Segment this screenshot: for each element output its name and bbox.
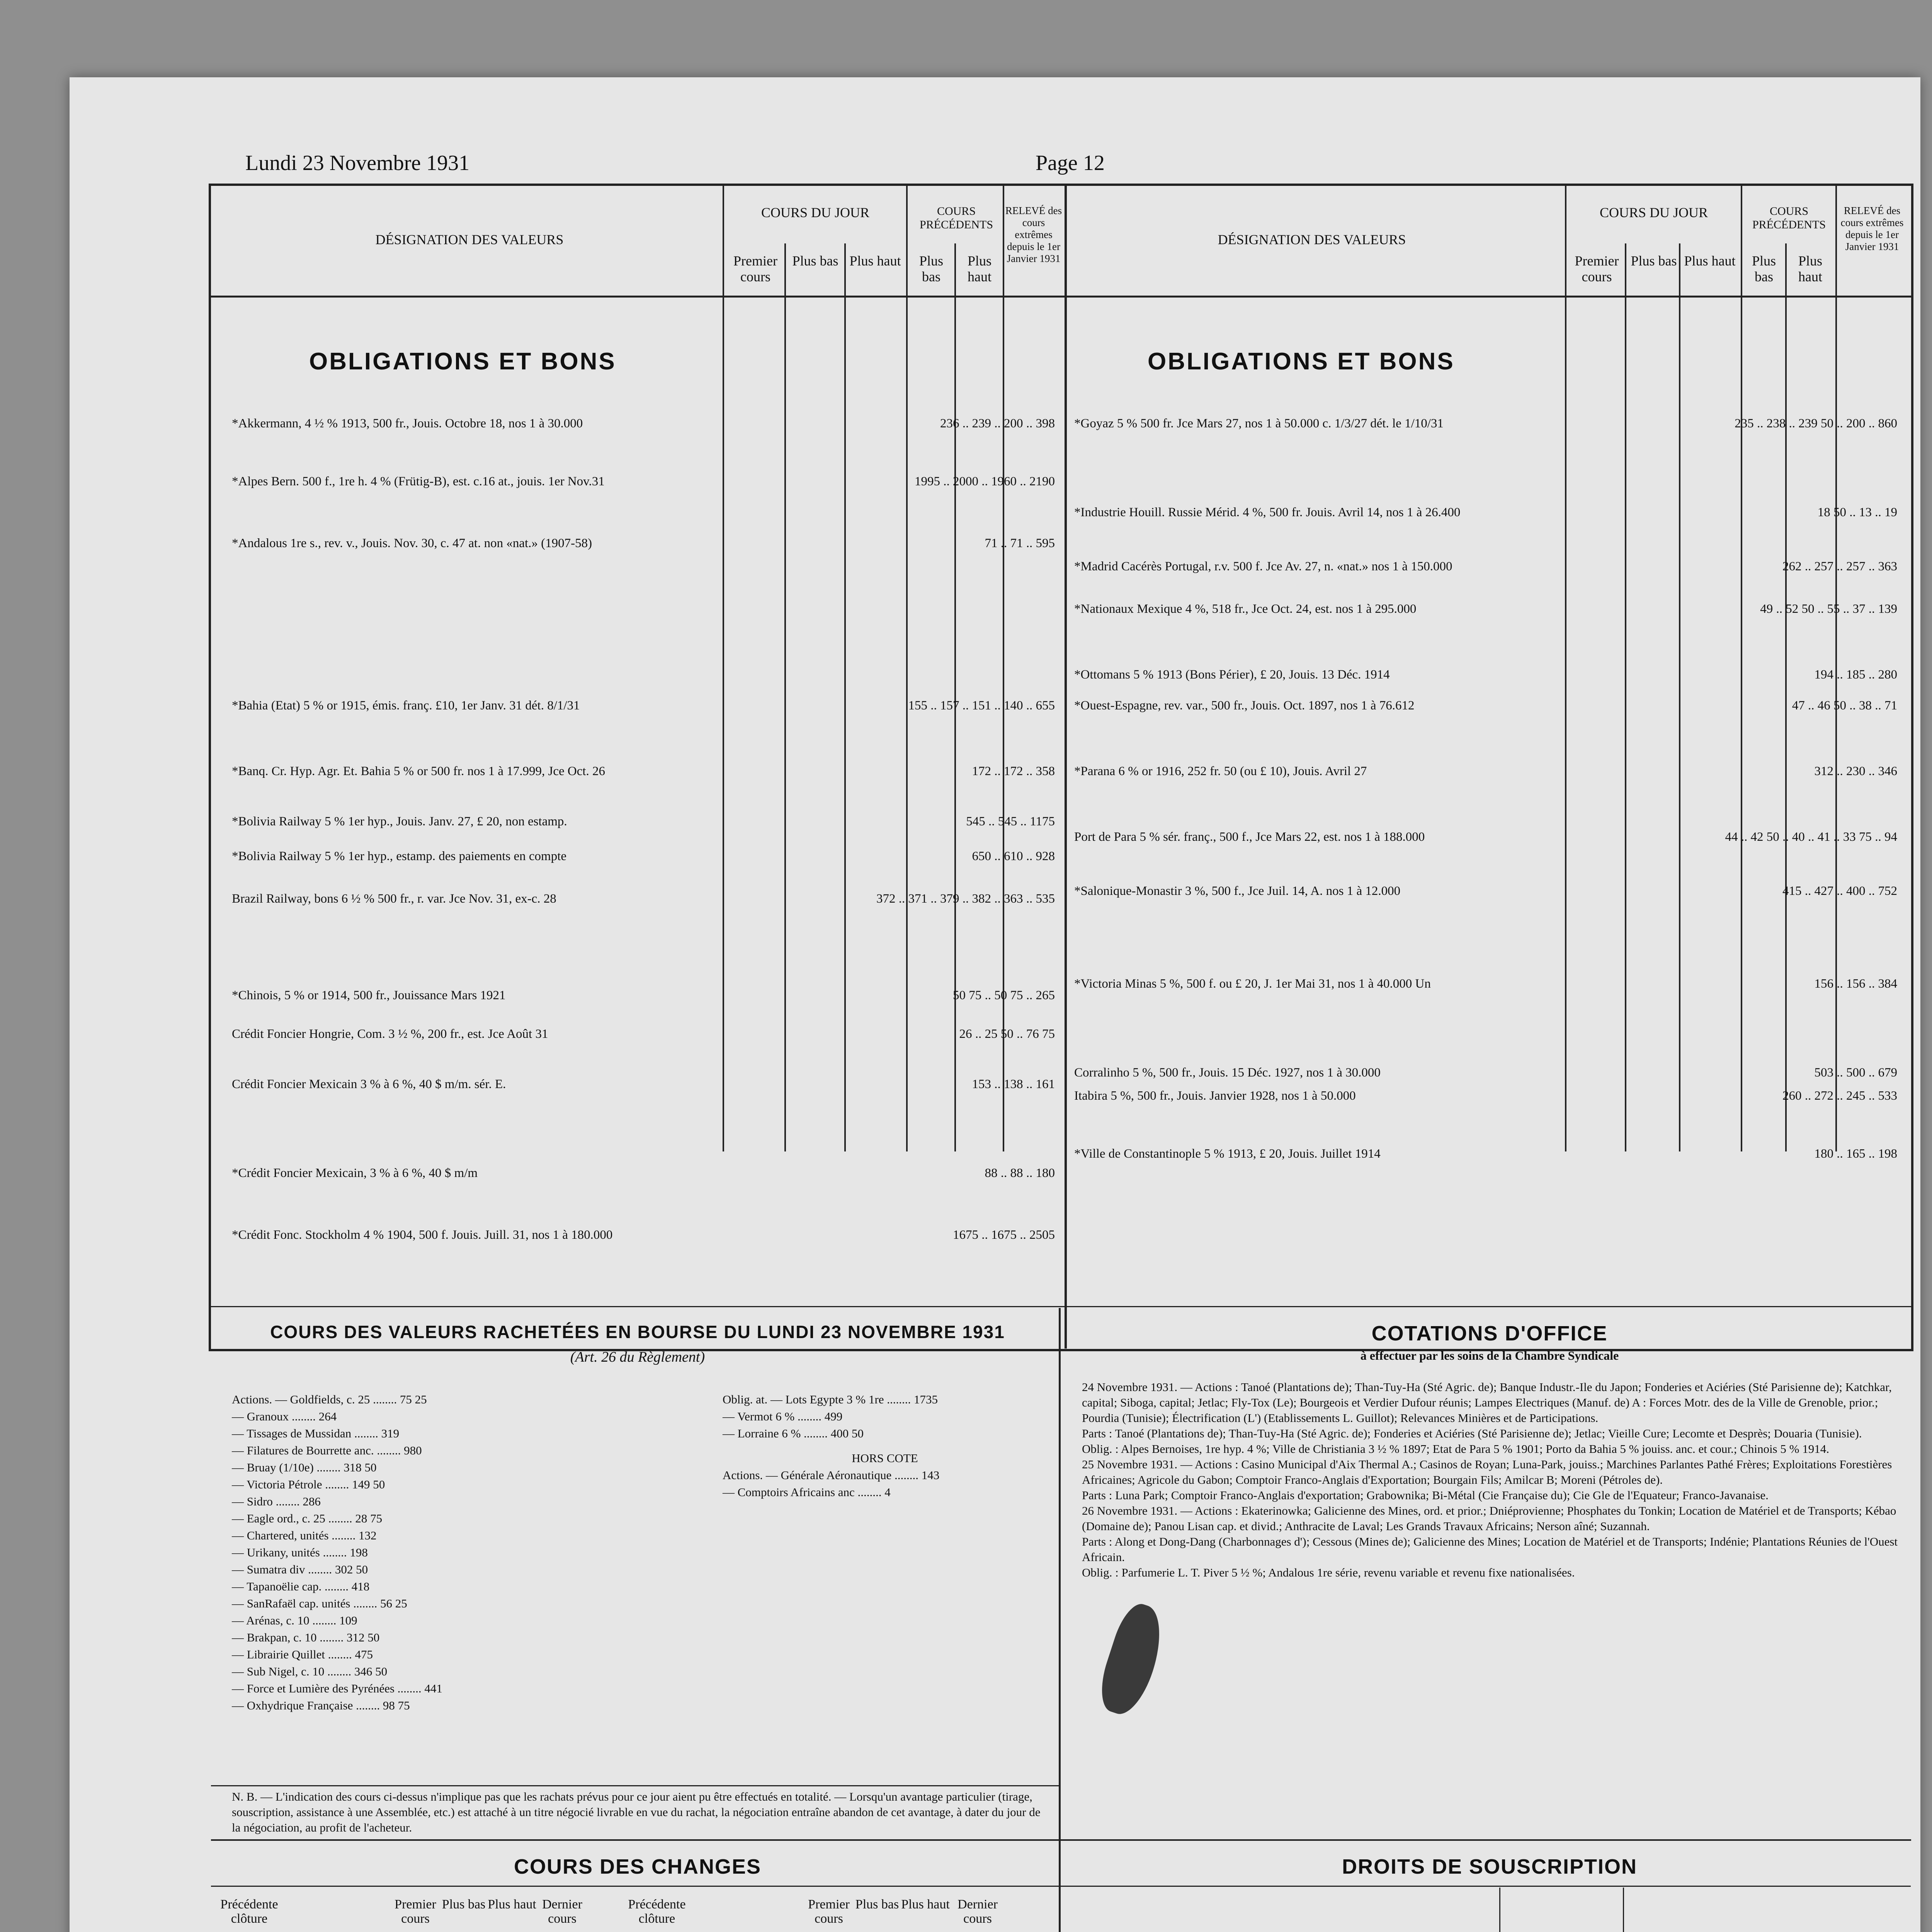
cotation-para: Oblig. : Parfumerie L. T. Piver 5 ½ %; Andalous 1re série, revenu variable et revenu fixe nationalisées. bbox=[1082, 1566, 1575, 1579]
rachat-line: — Arénas, c. 10 ........ 109 bbox=[232, 1614, 357, 1627]
cotation-para: 26 Novembre 1931. — Actions : Ekaterinowka; Galicienne des Mines, ord. et prior.; Dniéprovienne; Phosphates du Tonkin; Location de Matériel et de Transports; Kébao (Domaine de); Panou Lisan cap. et divid.; Anthracite de Laval; Les Grands Travaux Africains; Nerson aîné; Suzannah. bbox=[1082, 1504, 1896, 1533]
cours-du-jour-left: COURS DU JOUR bbox=[761, 205, 870, 220]
cotation-para: Parts : Tanoé (Plantations de); Than-Tuy-Ha (Sté Agric. de); Fonderies et Aciéries (Sté Parisienne de); Jetlac; Vieille Cure; Lecomte et Desprès; Douaria (Tunisie). bbox=[1082, 1427, 1862, 1440]
prec-bas-right: Plus bas bbox=[1752, 253, 1776, 285]
rachat-oblig-list bbox=[723, 1391, 1047, 1501]
hors-cote-line: — Comptoirs Africains anc ........ 4 bbox=[723, 1485, 891, 1499]
premier-cours-left: Premier cours bbox=[733, 253, 777, 285]
bond-row: *Madrid Cacérès Portugal, r.v. 500 f. Jce Av. 27, n. «nat.» nos 1 à 150.000 262 .. 257 .. 257 .. 363 bbox=[1074, 560, 1897, 573]
designation-header-left: DÉSIGNATION DES VALEURS bbox=[375, 232, 564, 247]
newspaper-page bbox=[70, 77, 1920, 1932]
rachat-line: — Granoux ........ 264 bbox=[232, 1410, 337, 1423]
bond-row: *Ville de Constantinople 5 % 1913, £ 20, Jouis. Juillet 1914 180 .. 165 .. 198 bbox=[1074, 1147, 1897, 1161]
bond-row: Corralinho 5 %, 500 fr., Jouis. 15 Déc. 1927, nos 1 à 30.000 503 .. 500 .. 679 bbox=[1074, 1066, 1897, 1080]
rachat-title: COURS DES VALEURS RACHETÉES EN BOURSE DU LUNDI 23 NOVEMBRE 1931 bbox=[270, 1322, 1005, 1342]
rachat-line: — Sumatra div ........ 302 50 bbox=[232, 1563, 368, 1576]
hors-cote-label: HORS COTE bbox=[852, 1451, 918, 1465]
bond-row: Brazil Railway, bons 6 ½ % 500 fr., r. var. Jce Nov. 31, ex-c. 28 372 .. 371 .. 379 .. 382 .. 363 .. 535 bbox=[232, 892, 1055, 906]
rachat-line: — Force et Lumière des Pyrénées ........ 441 bbox=[232, 1682, 442, 1695]
changes-col-first-r: Premier cours bbox=[808, 1897, 850, 1926]
bond-row: *Akkermann, 4 ½ % 1913, 500 fr., Jouis. Octobre 18, nos 1 à 30.000 236 .. 239 .. 200 .. 398 bbox=[232, 417, 1055, 430]
changes-title: COURS DES CHANGES bbox=[514, 1855, 762, 1878]
bond-row: *Andalous 1re s., rev. v., Jouis. Nov. 30, c. 47 at. non «nat.» (1907-58) 71 .. 71 .. 595 bbox=[232, 536, 1055, 550]
rachat-note: N. B. — L'indication des cours ci-dessus n'implique pas que les rachats prévus pour ce jour aient pu être effectués en totalité. — Lorsqu'un avantage particulier (tirage, souscription, assistance à une Assemblée, etc.) est attaché à un titre négocié livrable en vue du rachat, la négociation entraîne abandon de cet avantage, à dater du jour de la négociation, au profit de l'acheteur. bbox=[232, 1790, 1041, 1834]
rachat-line: — Oxhydrique Française ........ 98 75 bbox=[232, 1699, 410, 1712]
releve-left: RELEVÉ des cours extrêmes depuis le 1er Janvier 1931 bbox=[1005, 205, 1062, 265]
rachat-line: — Filatures de Bourrette anc. ........ 980 bbox=[232, 1444, 422, 1457]
right-bond-list bbox=[1074, 413, 1905, 1175]
plus-bas-right: Plus bas bbox=[1631, 253, 1677, 269]
rachat-line: — SanRafaël cap. unités ........ 56 25 bbox=[232, 1597, 407, 1610]
rachat-line: — Tissages de Mussidan ........ 319 bbox=[232, 1427, 400, 1440]
col-rule bbox=[1623, 1888, 1624, 1932]
cotations-title: COTATIONS D'OFFICE bbox=[1371, 1322, 1608, 1345]
changes-col-high-r: Plus haut bbox=[901, 1897, 950, 1912]
bond-row: *Parana 6 % or 1916, 252 fr. 50 (ou £ 10), Jouis. Avril 27 312 .. 230 .. 346 bbox=[1074, 764, 1897, 778]
cotation-para: 25 Novembre 1931. — Actions : Casino Municipal d'Aix Thermal A.; Casinos de Royan; Luna-Park, jouiss.; Marchines Parlantes Pathé Frères; Exploitations Forestières Africaines; Agricole du Gabon; Comptoir Franco-Anglais d'Exportation; Bourgain Fils; Amilcar B; Moreni (Pétroles de). bbox=[1082, 1458, 1892, 1486]
rule bbox=[211, 1785, 1059, 1786]
plus-haut-left: Plus haut bbox=[849, 253, 901, 269]
rule bbox=[1061, 1886, 1911, 1887]
plus-bas-left: Plus bas bbox=[792, 253, 838, 269]
left-bond-list bbox=[232, 413, 1063, 1256]
bond-row: *Industrie Houill. Russie Mérid. 4 %, 500 fr. Jouis. Avril 14, nos 1 à 26.400 18 50 .. 13 .. 19 bbox=[1074, 505, 1897, 519]
bond-row: Crédit Foncier Hongrie, Com. 3 ½ %, 200 fr., est. Jce Août 31 26 .. 25 50 .. 76 75 bbox=[232, 1027, 1055, 1041]
bond-row: *Bahia (Etat) 5 % or 1915, émis. franç. £10, 1er Janv. 31 dét. 8/1/31 155 .. 157 .. 151 .. 140 .. 655 bbox=[232, 699, 1055, 713]
rachat-oblig-line: — Lorraine 6 % ........ 400 50 bbox=[723, 1427, 864, 1440]
rule bbox=[211, 1306, 1911, 1307]
bond-row: *Bolivia Railway 5 % 1er hyp., Jouis. Janv. 27, £ 20, non estamp. 545 .. 545 .. 1175 bbox=[232, 815, 1055, 828]
bond-row: *Ouest-Espagne, rev. var., 500 fr., Jouis. Oct. 1897, nos 1 à 76.612 47 .. 46 50 .. 38 .. 71 bbox=[1074, 699, 1897, 713]
changes-col-prev-r: Précédente clôture bbox=[628, 1897, 686, 1926]
bond-row: *Salonique-Monastir 3 %, 500 f., Jce Juil. 14, A. nos 1 à 12.000 415 .. 427 .. 400 .. 752 bbox=[1074, 884, 1897, 898]
ink-stain bbox=[1093, 1599, 1172, 1720]
rachat-line: — Chartered, unités ........ 132 bbox=[232, 1529, 377, 1542]
bond-row: *Crédit Foncier Mexicain, 3 % à 6 %, 40 $ m/m 88 .. 88 .. 180 bbox=[232, 1166, 1055, 1180]
bond-row: *Goyaz 5 % 500 fr. Jce Mars 27, nos 1 à 50.000 c. 1/3/27 dét. le 1/10/31 235 .. 238 .. 239 50 .. 200 .. 860 bbox=[1074, 417, 1897, 430]
bond-row: *Chinois, 5 % or 1914, 500 fr., Jouissance Mars 1921 50 75 .. 50 75 .. 265 bbox=[232, 988, 1055, 1002]
rachat-oblig-line: Oblig. at. — Lots Egypte 3 % 1re ........ 1735 bbox=[723, 1393, 938, 1406]
changes-col-low-r: Plus bas bbox=[855, 1897, 899, 1912]
changes-col-last: Dernier cours bbox=[542, 1897, 582, 1926]
cotation-para: Parts : Luna Park; Comptoir Franco-Anglais d'exportation; Grabownika; Bi-Métal (Cie Française du); Cie Gle de l'Equateur; Franco-Javanaise. bbox=[1082, 1488, 1769, 1502]
bond-row: *Ottomans 5 % 1913 (Bons Périer), £ 20, Jouis. 13 Déc. 1914 194 .. 185 .. 280 bbox=[1074, 668, 1897, 682]
rachat-line: Actions. — Goldfields, c. 25 ........ 75 25 bbox=[232, 1393, 427, 1406]
cours-precedents-right: COURS PRÉCÉDENTS bbox=[1752, 205, 1826, 231]
cotation-para: 24 Novembre 1931. — Actions : Tanoé (Plantations de); Than-Tuy-Ha (Sté Agric. de); Banque Industr.-Ile du Japon; Fonderies et Aciéries (Sté Parisienne de); Katchkar, capital; Siboga, capital; Jetlac; Fly-Tox (Le); Bourgeois et Verdier Dufour réunis; Lampes Electriques (Manuf. de) A : Forces Motr. des de la Ville de Grenoble, prior.; Pourdia (Tunisie); Électrification (L') (Etablissements L. Guillot); Relevances Minières et de Participations. bbox=[1082, 1380, 1892, 1425]
rachat-line: — Tapanoëlie cap. ........ 418 bbox=[232, 1580, 370, 1593]
rachat-line: — Victoria Pétrole ........ 149 50 bbox=[232, 1478, 385, 1491]
bond-row: *Bolivia Railway 5 % 1er hyp., estamp. des paiements en compte 650 .. 610 .. 928 bbox=[232, 849, 1055, 863]
rachat-line: — Sub Nigel, c. 10 ........ 346 50 bbox=[232, 1665, 388, 1678]
designation-header-right: DÉSIGNATION DES VALEURS bbox=[1218, 232, 1406, 247]
section-title-left: OBLIGATIONS ET BONS bbox=[309, 348, 616, 375]
rachat-line: — Brakpan, c. 10 ........ 312 50 bbox=[232, 1631, 380, 1644]
prec-bas-left: Plus bas bbox=[919, 253, 944, 285]
cotation-para: Parts : Along et Dong-Dang (Charbonnages d'); Cessous (Mines de); Galicienne des Mines; Location de Matériel et de Transports; Indénie; Plantations Réunies de l'Ouest Africain. bbox=[1082, 1535, 1898, 1564]
cotation-para: Oblig. : Alpes Bernoises, 1re hyp. 4 %; Ville de Christiania 3 ½ % 1897; Etat de Para 5 % 1901; Porto da Bahia 5 % jouiss. anc. et cour.; Chinois 5 % 1914. bbox=[1082, 1442, 1829, 1456]
bond-row: *Victoria Minas 5 %, 500 f. ou £ 20, J. 1er Mai 31, nos 1 à 40.000 Un 156 .. 156 .. 384 bbox=[1074, 977, 1897, 991]
rachat-actions-list bbox=[232, 1391, 696, 1714]
rachat-line: — Bruay (1/10e) ........ 318 50 bbox=[232, 1461, 377, 1474]
bond-row: *Nationaux Mexique 4 %, 518 fr., Jce Oct. 24, est. nos 1 à 295.000 49 .. 52 50 .. 55 .. 37 .. 139 bbox=[1074, 602, 1897, 616]
center-divider bbox=[1065, 185, 1067, 1349]
rule bbox=[211, 1886, 1059, 1887]
bond-row: *Banq. Cr. Hyp. Agr. Et. Bahia 5 % or 500 fr. nos 1 à 17.999, Jce Oct. 26 172 .. 172 .. 358 bbox=[232, 764, 1055, 778]
page-number: Page 12 bbox=[1036, 151, 1105, 175]
changes-col-prev: Précédente clôture bbox=[220, 1897, 278, 1926]
prec-haut-right: Plus haut bbox=[1798, 253, 1823, 285]
section-title-right: OBLIGATIONS ET BONS bbox=[1148, 348, 1455, 375]
rachat-subtitle: (Art. 26 du Règlement) bbox=[570, 1349, 705, 1365]
bond-row: Crédit Foncier Mexicain 3 % à 6 %, 40 $ m/m. sér. E. 153 .. 138 .. 161 bbox=[232, 1077, 1055, 1091]
rachat-line: — Eagle ord., c. 25 ........ 28 75 bbox=[232, 1512, 383, 1525]
rachat-line: — Sidro ........ 286 bbox=[232, 1495, 321, 1508]
bond-row: *Crédit Fonc. Stockholm 4 % 1904, 500 f. Jouis. Juill. 31, nos 1 à 180.000 1675 .. 1675 .. 2505 bbox=[232, 1228, 1055, 1242]
cours-du-jour-right: COURS DU JOUR bbox=[1599, 205, 1708, 220]
rule bbox=[211, 1839, 1911, 1841]
prec-haut-left: Plus haut bbox=[967, 253, 992, 285]
changes-col-first: Premier cours bbox=[395, 1897, 436, 1926]
droits-title: DROITS DE SOUSCRIPTION bbox=[1342, 1855, 1638, 1878]
col-rule bbox=[1499, 1888, 1500, 1932]
changes-col-high: Plus haut bbox=[488, 1897, 536, 1912]
cotations-body bbox=[1082, 1379, 1901, 1580]
changes-col-last-r: Dernier cours bbox=[957, 1897, 998, 1926]
running-date: Lundi 23 Novembre 1931 bbox=[245, 151, 470, 175]
releve-right: RELEVÉ des cours extrêmes depuis le 1er Janvier 1931 bbox=[1840, 205, 1904, 253]
cours-precedents-left: COURS PRÉCÉDENTS bbox=[919, 205, 993, 231]
mid-divider bbox=[1059, 1308, 1061, 1932]
plus-haut-right: Plus haut bbox=[1684, 253, 1736, 269]
cotations-subtitle: à effectuer par les soins de la Chambre Syndicale bbox=[1360, 1349, 1619, 1362]
header-rule bbox=[211, 296, 1911, 298]
rachat-oblig-line: — Vermot 6 % ........ 499 bbox=[723, 1410, 843, 1423]
bond-row: *Alpes Bern. 500 f., 1re h. 4 % (Frütig-B), est. c.16 at., jouis. 1er Nov.31 1995 .. 2000 .. 1960 .. 2190 bbox=[232, 474, 1055, 488]
premier-cours-right: Premier cours bbox=[1575, 253, 1619, 285]
rachat-line: — Librairie Quillet ........ 475 bbox=[232, 1648, 373, 1661]
bond-row: Itabira 5 %, 500 fr., Jouis. Janvier 1928, nos 1 à 50.000 260 .. 272 .. 245 .. 533 bbox=[1074, 1089, 1897, 1103]
bond-row: Port de Para 5 % sér. franç., 500 f., Jce Mars 22, est. nos 1 à 188.000 44 .. 42 50 .. 40 .. 41 .. 33 75 .. 94 bbox=[1074, 830, 1897, 844]
rachat-line: — Urikany, unités ........ 198 bbox=[232, 1546, 368, 1559]
changes-col-low: Plus bas bbox=[442, 1897, 486, 1912]
hors-cote-line: Actions. — Générale Aéronautique ........ 143 bbox=[723, 1468, 940, 1482]
